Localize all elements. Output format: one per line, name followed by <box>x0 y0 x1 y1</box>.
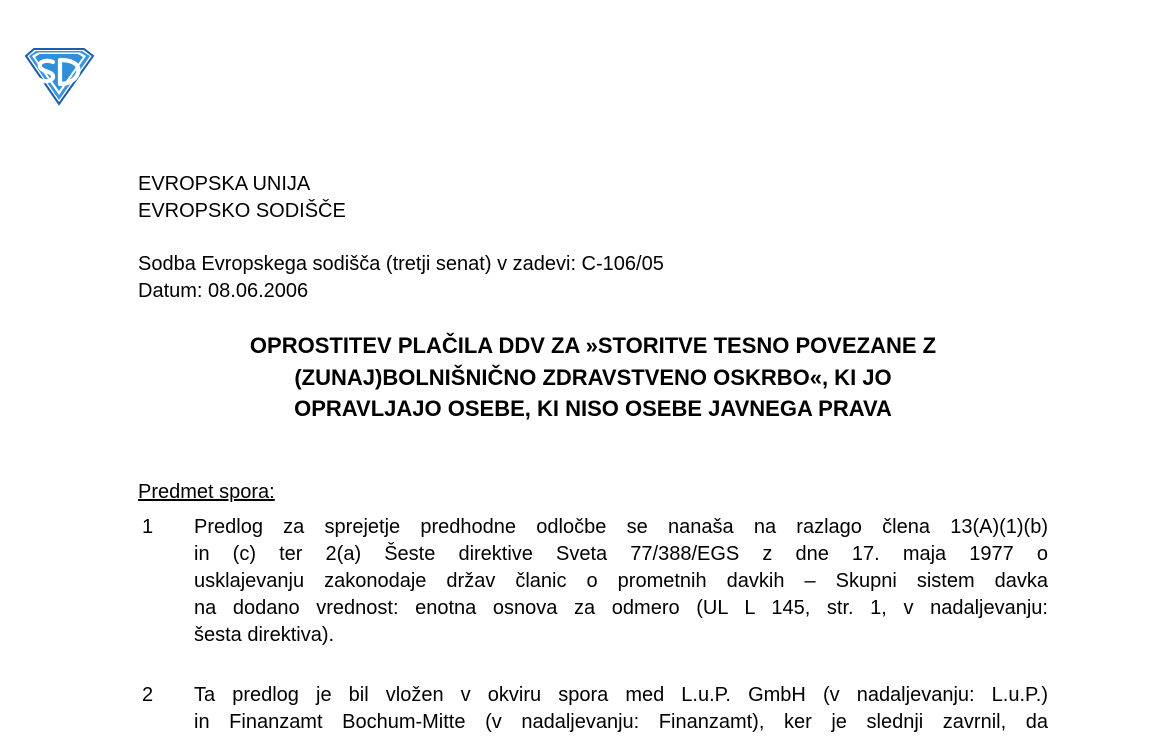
paragraph-body <box>194 682 1048 736</box>
paragraph-line: na dodano vrednost: enotna osnova za odmero (UL L 145, str. 1, v nadaljevanju: <box>194 597 1048 619</box>
paragraph-line: šesta direktiva). <box>194 624 335 646</box>
court-header <box>138 171 346 225</box>
paragraph-line: in (c) ter 2(a) Šeste direktive Sveta 77/388/EGS z dne 17. maja 1977 o <box>194 543 1048 565</box>
paragraph-2 <box>138 682 1048 736</box>
header-union: EVROPSKA UNIJA <box>138 173 311 195</box>
case-reference <box>138 251 664 305</box>
paragraph-body <box>194 514 1048 649</box>
paragraph-line: Predlog za sprejetje predhodne odločbe se nanaša na razlago člena 13(A)(1)(b) <box>194 516 1048 538</box>
paragraph-number: 2 <box>142 684 154 706</box>
date-line: Datum: 08.06.2006 <box>138 280 309 302</box>
sd-logo-icon <box>20 48 98 106</box>
title-line-3: OPRAVLJAJO OSEBE, KI NISO OSEBE JAVNEGA PRAVA <box>294 396 892 421</box>
title-line-1: OPROSTITEV PLAČILA DDV ZA »STORITVE TESNO POVEZANE Z <box>249 333 937 358</box>
paragraph-1 <box>138 514 1048 649</box>
paragraph-line: in Finanzamt Bochum-Mitte (v nadaljevanju: Finanzamt), ker je slednji zavrnil, da <box>194 711 1048 733</box>
sd-logo-graphic <box>20 48 98 106</box>
header-court: EVROPSKO SODIŠČE <box>138 200 346 222</box>
section-heading: Predmet spora: <box>138 481 275 503</box>
case-line: Sodba Evropskega sodišča (tretji senat) v zadevi: C-106/05 <box>138 253 664 275</box>
paragraph-number: 1 <box>142 516 154 538</box>
paragraph-line: Ta predlog je bil vložen v okviru spora med L.u.P. GmbH (v nadaljevanju: L.u.P.) <box>194 684 1048 706</box>
title-line-2: (ZUNAJ)BOLNIŠNIČNO ZDRAVSTVENO OSKRBO«, KI JO <box>294 364 892 390</box>
document-title <box>138 330 1048 425</box>
paragraph-line: usklajevanju zakonodaje držav članic o prometnih davkih – Skupni sistem davka <box>194 570 1048 592</box>
